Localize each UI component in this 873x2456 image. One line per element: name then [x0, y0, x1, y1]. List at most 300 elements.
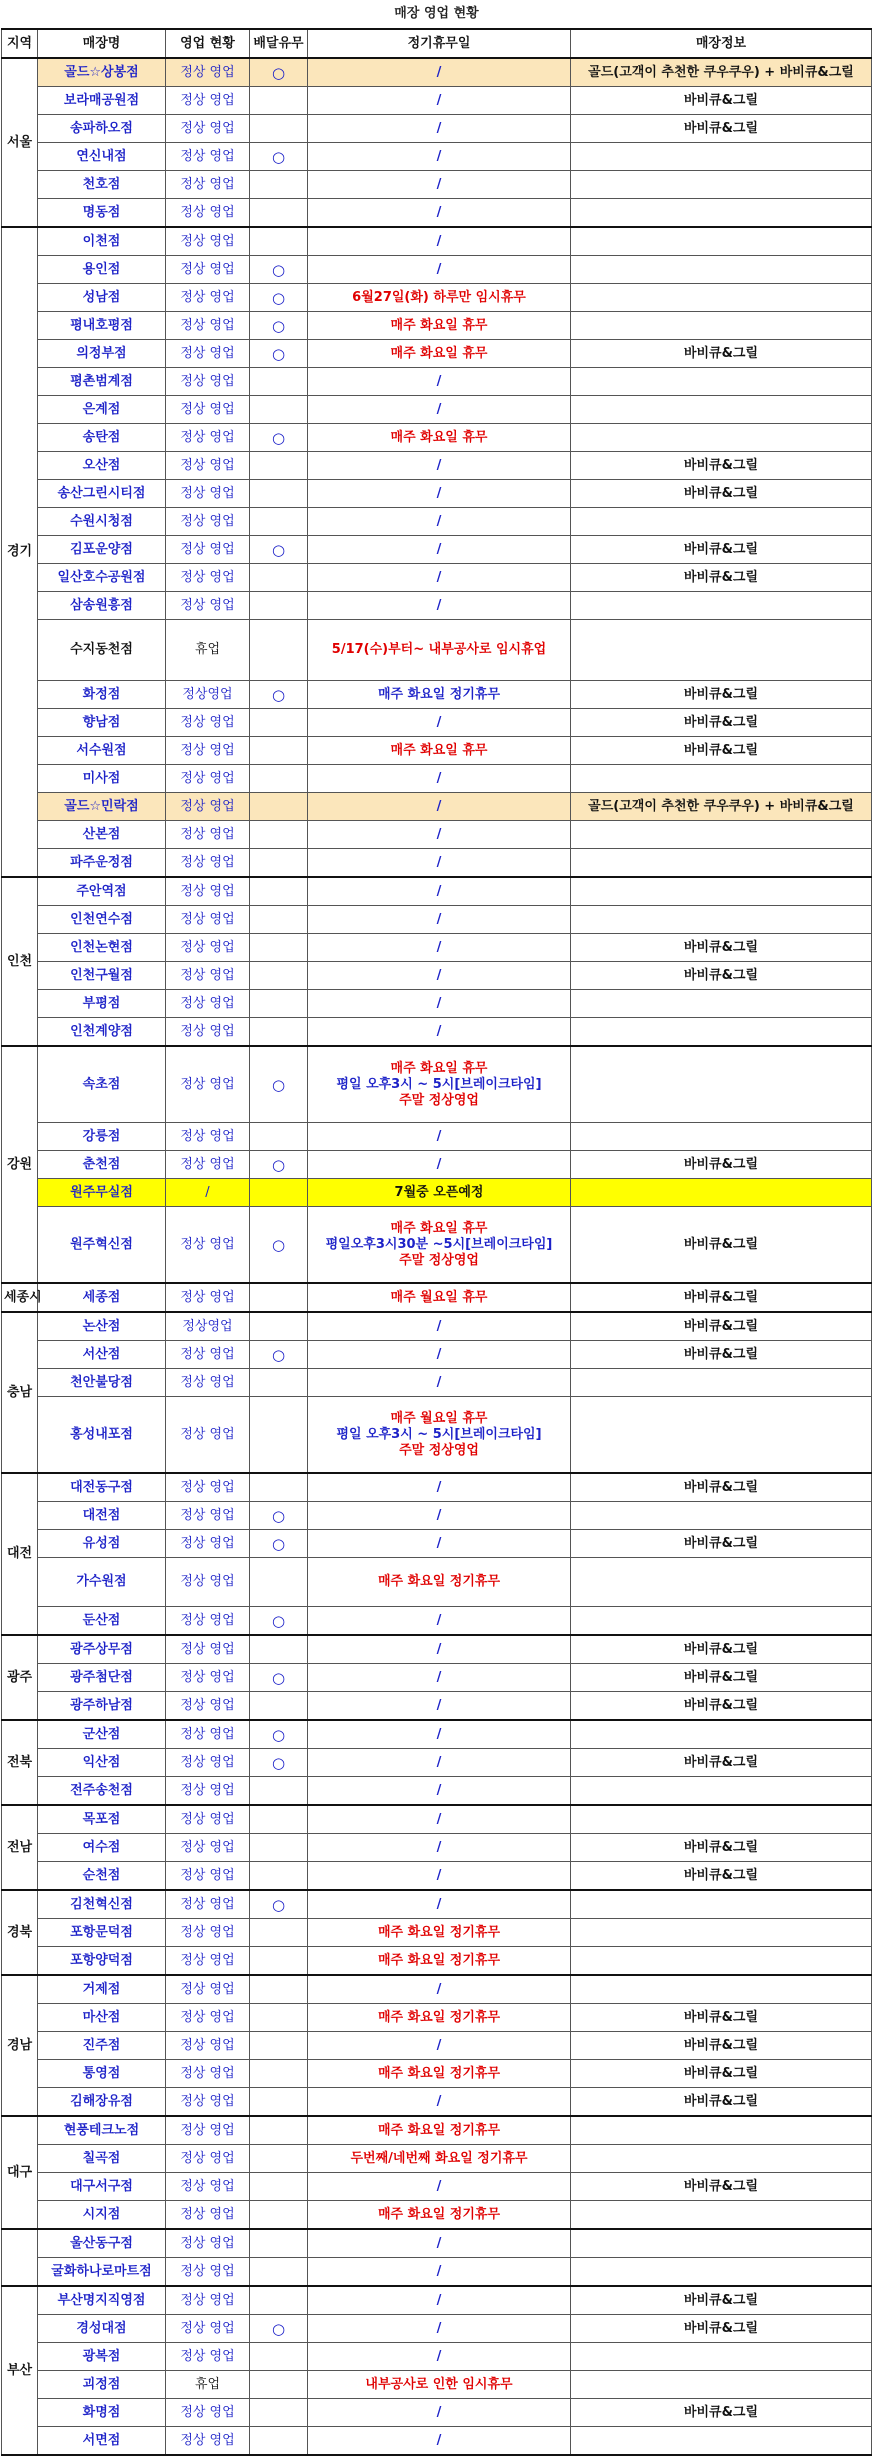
store-info-cell: 바비큐&그릴	[571, 709, 872, 737]
holiday-cell: /	[308, 1890, 571, 1919]
store-name-cell: 주안역점	[38, 877, 166, 906]
table-row	[2, 2116, 872, 2145]
status-cell: 정상 영업	[166, 2060, 250, 2088]
header-store: 매장명	[38, 29, 166, 58]
delivery-cell	[250, 1283, 308, 1312]
store-name-cell: 칠곡점	[38, 2145, 166, 2173]
delivery-cell: ○	[250, 1664, 308, 1692]
store-info-cell: 바비큐&그릴	[571, 2315, 872, 2343]
store-name-cell: 인천연수점	[38, 906, 166, 934]
delivery-cell	[250, 709, 308, 737]
store-info-cell: 바비큐&그릴	[571, 1207, 872, 1284]
delivery-cell	[250, 564, 308, 592]
status-cell: 정상 영업	[166, 424, 250, 452]
status-cell: 정상영업	[166, 681, 250, 709]
holiday-cell: 매주 화요일 휴무	[308, 312, 571, 340]
store-info-cell: 바비큐&그릴	[571, 115, 872, 143]
store-name-cell: 연신내점	[38, 143, 166, 171]
status-cell: 정상 영업	[166, 1664, 250, 1692]
region-cell: 경북	[2, 1890, 38, 1975]
holiday-cell: /	[308, 1664, 571, 1692]
holiday-cell: /	[308, 452, 571, 480]
delivery-cell	[250, 2032, 308, 2060]
store-name-cell: 포항양덕점	[38, 1947, 166, 1976]
delivery-cell	[250, 115, 308, 143]
store-name-cell: 속초점	[38, 1046, 166, 1123]
table-row	[2, 1179, 872, 1207]
store-name-cell: 원주혁신점	[38, 1207, 166, 1284]
delivery-cell	[250, 1692, 308, 1721]
status-cell: 정상 영업	[166, 87, 250, 115]
store-info-cell	[571, 1123, 872, 1151]
store-info-cell	[571, 2427, 872, 2456]
store-info-cell	[571, 1777, 872, 1806]
delivery-cell	[250, 1635, 308, 1664]
table-row	[2, 564, 872, 592]
store-name-cell: 부평점	[38, 990, 166, 1018]
store-info-cell	[571, 143, 872, 171]
status-cell: 정상 영업	[166, 1777, 250, 1806]
region-cell: 서울	[2, 58, 38, 227]
holiday-cell: /	[308, 87, 571, 115]
store-name-cell: 굴화하나로마트점	[38, 2258, 166, 2287]
holiday-line: 매주 화요일 휴무	[390, 1220, 488, 1236]
delivery-cell	[250, 1397, 308, 1474]
store-name-cell: 여수점	[38, 1834, 166, 1862]
delivery-cell: ○	[250, 256, 308, 284]
table-row	[2, 1312, 872, 1341]
store-info-cell: 바비큐&그릴	[571, 2060, 872, 2088]
store-name-cell: 파주운정점	[38, 849, 166, 878]
table-row	[2, 58, 872, 87]
holiday-cell: /	[308, 2173, 571, 2201]
delivery-cell: ○	[250, 1502, 308, 1530]
status-cell: 정상 영업	[166, 1607, 250, 1636]
store-name-cell: 송파하오점	[38, 115, 166, 143]
store-info-cell	[571, 1558, 872, 1607]
status-cell: 정상 영업	[166, 199, 250, 228]
store-name-cell: 이천점	[38, 227, 166, 256]
holiday-cell: /	[308, 2229, 571, 2258]
holiday-cell: 7월중 오픈예정	[308, 1179, 571, 1207]
holiday-cell: /	[308, 1123, 571, 1151]
status-cell: 정상 영업	[166, 227, 250, 256]
table-row	[2, 1635, 872, 1664]
delivery-cell	[250, 793, 308, 821]
store-info-cell: 바비큐&그릴	[571, 2173, 872, 2201]
status-cell: 정상 영업	[166, 2343, 250, 2371]
holiday-cell: /	[308, 2258, 571, 2287]
store-info-cell	[571, 2371, 872, 2399]
delivery-cell	[250, 620, 308, 681]
store-info-cell	[571, 2258, 872, 2287]
store-name-cell: 일산호수공원점	[38, 564, 166, 592]
table-row	[2, 2399, 872, 2427]
table-row	[2, 508, 872, 536]
store-info-cell	[571, 765, 872, 793]
store-name-cell: 광주상무점	[38, 1635, 166, 1664]
delivery-cell	[250, 480, 308, 508]
table-row	[2, 480, 872, 508]
holiday-cell: /	[308, 480, 571, 508]
store-name-cell: 부산명지직영점	[38, 2286, 166, 2315]
status-cell: /	[166, 1179, 250, 1207]
store-info-cell: 골드(고객이 추천한 쿠우쿠우) + 바비큐&그릴	[571, 58, 872, 87]
status-cell: 정상 영업	[166, 2088, 250, 2117]
delivery-cell	[250, 990, 308, 1018]
store-name-cell: 김포운양점	[38, 536, 166, 564]
store-info-cell	[571, 1397, 872, 1474]
store-name-cell: 춘천점	[38, 1151, 166, 1179]
store-name-cell: 원주무실점	[38, 1179, 166, 1207]
holiday-cell: /	[308, 1805, 571, 1834]
holiday-cell: /	[308, 2286, 571, 2315]
status-cell: 정상 영업	[166, 1397, 250, 1474]
delivery-cell: ○	[250, 424, 308, 452]
status-cell: 정상 영업	[166, 1283, 250, 1312]
header-delivery: 배달유무	[250, 29, 308, 58]
status-cell: 정상 영업	[166, 2315, 250, 2343]
delivery-cell: ○	[250, 681, 308, 709]
store-info-cell	[571, 2116, 872, 2145]
status-cell: 정상 영업	[166, 709, 250, 737]
status-cell: 정상 영업	[166, 256, 250, 284]
table-row	[2, 620, 872, 681]
table-row	[2, 1834, 872, 1862]
delivery-cell	[250, 1123, 308, 1151]
store-info-cell: 바비큐&그릴	[571, 934, 872, 962]
delivery-cell: ○	[250, 1890, 308, 1919]
store-info-cell: 바비큐&그릴	[571, 340, 872, 368]
holiday-cell: /	[308, 877, 571, 906]
store-name-cell: 광주첨단점	[38, 1664, 166, 1692]
store-info-cell	[571, 312, 872, 340]
table-row	[2, 284, 872, 312]
store-name-cell: 현풍테크노점	[38, 2116, 166, 2145]
delivery-cell: ○	[250, 1720, 308, 1749]
store-name-cell: 울산동구점	[38, 2229, 166, 2258]
table-row	[2, 2032, 872, 2060]
table-row	[2, 2371, 872, 2399]
delivery-cell: ○	[250, 1607, 308, 1636]
holiday-cell: /	[308, 962, 571, 990]
region-cell: 광주	[2, 1635, 38, 1720]
store-info-cell	[571, 256, 872, 284]
status-cell: 정상 영업	[166, 171, 250, 199]
store-name-cell: 대전동구점	[38, 1473, 166, 1502]
store-name-cell: 진주점	[38, 2032, 166, 2060]
status-cell: 정상 영업	[166, 2258, 250, 2287]
holiday-cell: 매주 화요일 정기휴무	[308, 1947, 571, 1976]
store-name-cell: 평내호평점	[38, 312, 166, 340]
store-name-cell: 가수원점	[38, 1558, 166, 1607]
delivery-cell	[250, 2060, 308, 2088]
table-row	[2, 536, 872, 564]
store-name-cell: 대구서구점	[38, 2173, 166, 2201]
table-row	[2, 2286, 872, 2315]
table-row	[2, 2427, 872, 2456]
store-info-cell	[571, 1947, 872, 1976]
table-row	[2, 1749, 872, 1777]
status-cell: 정상 영업	[166, 1975, 250, 2004]
status-cell: 정상 영업	[166, 1207, 250, 1284]
holiday-cell: /	[308, 1607, 571, 1636]
status-cell: 정상 영업	[166, 2427, 250, 2456]
table-row	[2, 1558, 872, 1607]
store-info-cell	[571, 1919, 872, 1947]
table-row	[2, 115, 872, 143]
status-cell: 정상 영업	[166, 592, 250, 620]
holiday-cell: /	[308, 1692, 571, 1721]
store-info-cell: 바비큐&그릴	[571, 2286, 872, 2315]
table-row	[2, 199, 872, 228]
delivery-cell	[250, 2173, 308, 2201]
holiday-cell: /	[308, 849, 571, 878]
region-cell: 인천	[2, 877, 38, 1046]
store-name-cell: 익산점	[38, 1749, 166, 1777]
status-cell: 정상 영업	[166, 2399, 250, 2427]
store-name-cell: 화명점	[38, 2399, 166, 2427]
holiday-cell: /	[308, 256, 571, 284]
store-name-cell: 거제점	[38, 1975, 166, 2004]
table-row	[2, 2229, 872, 2258]
delivery-cell: ○	[250, 2315, 308, 2343]
store-name-cell: 세종점	[38, 1283, 166, 1312]
store-info-cell	[571, 396, 872, 424]
store-name-cell: 골드☆상봉점	[38, 58, 166, 87]
header-info: 매장정보	[571, 29, 872, 58]
delivery-cell	[250, 2145, 308, 2173]
status-cell: 정상 영업	[166, 1502, 250, 1530]
delivery-cell: ○	[250, 536, 308, 564]
delivery-cell: ○	[250, 284, 308, 312]
status-cell: 정상 영업	[166, 2201, 250, 2230]
table-row	[2, 2201, 872, 2230]
region-cell: 부산	[2, 2286, 38, 2455]
holiday-cell: /	[308, 1749, 571, 1777]
region-cell: 세종시	[2, 1283, 38, 1312]
store-name-cell: 포항문덕점	[38, 1919, 166, 1947]
holiday-line: 평일 오후3시 ~ 5시[브레이크타임]	[336, 1426, 542, 1442]
region-cell: 충남	[2, 1312, 38, 1473]
store-info-cell	[571, 2229, 872, 2258]
table-row	[2, 849, 872, 878]
status-cell: 정상 영업	[166, 1046, 250, 1123]
delivery-cell	[250, 2258, 308, 2287]
region-cell: 경기	[2, 227, 38, 877]
status-cell: 정상 영업	[166, 1635, 250, 1664]
holiday-cell: /	[308, 2088, 571, 2117]
region-cell	[2, 2229, 38, 2286]
table-row	[2, 1975, 872, 2004]
store-name-cell: 성남점	[38, 284, 166, 312]
store-info-cell: 바비큐&그릴	[571, 2088, 872, 2117]
delivery-cell	[250, 1805, 308, 1834]
holiday-cell: /	[308, 2399, 571, 2427]
store-info-cell	[571, 2201, 872, 2230]
store-info-cell: 바비큐&그릴	[571, 480, 872, 508]
status-cell: 정상 영업	[166, 1558, 250, 1607]
table-row	[2, 793, 872, 821]
holiday-line: 평일오후3시30분 ~5시[브레이크타임]	[325, 1236, 553, 1252]
store-info-cell: 골드(고객이 추천한 쿠우쿠우) + 바비큐&그릴	[571, 793, 872, 821]
holiday-cell	[308, 1207, 571, 1284]
status-cell: 정상 영업	[166, 1805, 250, 1834]
store-info-cell	[571, 620, 872, 681]
status-cell: 정상 영업	[166, 1947, 250, 1976]
store-name-cell: 천안불당점	[38, 1369, 166, 1397]
store-name-cell: 수원시청점	[38, 508, 166, 536]
status-cell: 정상 영업	[166, 1151, 250, 1179]
store-name-cell: 인천구월점	[38, 962, 166, 990]
holiday-cell: /	[308, 1341, 571, 1369]
holiday-cell: /	[308, 1018, 571, 1047]
status-cell: 정상 영업	[166, 906, 250, 934]
status-cell: 정상 영업	[166, 1919, 250, 1947]
status-cell: 정상 영업	[166, 340, 250, 368]
holiday-line: 주말 정상영업	[399, 1092, 479, 1108]
delivery-cell	[250, 821, 308, 849]
holiday-cell: /	[308, 1635, 571, 1664]
holiday-cell	[308, 1046, 571, 1123]
table-row	[2, 1664, 872, 1692]
delivery-cell	[250, 2427, 308, 2456]
store-info-cell	[571, 2343, 872, 2371]
store-info-cell	[571, 227, 872, 256]
store-name-cell: 송산그린시티점	[38, 480, 166, 508]
delivery-cell	[250, 1558, 308, 1607]
status-cell: 정상 영업	[166, 368, 250, 396]
store-info-cell: 바비큐&그릴	[571, 1834, 872, 1862]
store-info-cell	[571, 1975, 872, 2004]
delivery-cell	[250, 1834, 308, 1862]
status-cell: 정상 영업	[166, 58, 250, 87]
delivery-cell	[250, 934, 308, 962]
holiday-cell: 매주 화요일 정기휴무	[308, 2004, 571, 2032]
status-cell: 정상 영업	[166, 765, 250, 793]
delivery-cell: ○	[250, 312, 308, 340]
store-info-cell: 바비큐&그릴	[571, 1283, 872, 1312]
delivery-cell	[250, 906, 308, 934]
store-info-cell: 바비큐&그릴	[571, 1473, 872, 1502]
status-cell: 정상 영업	[166, 1018, 250, 1047]
delivery-cell: ○	[250, 1749, 308, 1777]
store-name-cell: 인천논현점	[38, 934, 166, 962]
holiday-cell: /	[308, 592, 571, 620]
table-row	[2, 2343, 872, 2371]
status-cell: 정상 영업	[166, 877, 250, 906]
table-row	[2, 396, 872, 424]
store-name-cell: 시지점	[38, 2201, 166, 2230]
holiday-cell: /	[308, 199, 571, 228]
store-name-cell: 평촌범계점	[38, 368, 166, 396]
status-cell: 정상 영업	[166, 564, 250, 592]
store-name-cell: 강릉점	[38, 1123, 166, 1151]
table-row	[2, 1123, 872, 1151]
delivery-cell	[250, 2399, 308, 2427]
holiday-cell: /	[308, 58, 571, 87]
holiday-cell: 매주 화요일 정기휴무	[308, 2201, 571, 2230]
status-cell: 정상 영업	[166, 2004, 250, 2032]
table-row	[2, 340, 872, 368]
header-region: 지역	[2, 29, 38, 58]
holiday-cell: 매주 화요일 정기휴무	[308, 2060, 571, 2088]
delivery-cell	[250, 592, 308, 620]
table-row	[2, 1777, 872, 1806]
delivery-cell	[250, 1018, 308, 1047]
store-name-cell: 송탄점	[38, 424, 166, 452]
table-row	[2, 1890, 872, 1919]
delivery-cell	[250, 1473, 308, 1502]
status-cell: 정상 영업	[166, 2116, 250, 2145]
holiday-cell: /	[308, 227, 571, 256]
store-name-cell: 광복점	[38, 2343, 166, 2371]
store-name-cell: 화정점	[38, 681, 166, 709]
holiday-cell: /	[308, 990, 571, 1018]
delivery-cell	[250, 1777, 308, 1806]
store-info-cell	[571, 906, 872, 934]
status-cell: 정상 영업	[166, 452, 250, 480]
holiday-cell: /	[308, 765, 571, 793]
delivery-cell	[250, 2004, 308, 2032]
store-name-cell: 논산점	[38, 1312, 166, 1341]
table-row	[2, 592, 872, 620]
delivery-cell	[250, 1179, 308, 1207]
holiday-cell	[308, 1397, 571, 1474]
store-name-cell: 순천점	[38, 1862, 166, 1891]
holiday-cell: /	[308, 2315, 571, 2343]
holiday-cell: /	[308, 1834, 571, 1862]
table-row	[2, 2258, 872, 2287]
table-row	[2, 452, 872, 480]
delivery-cell	[250, 87, 308, 115]
store-name-cell: 서수원점	[38, 737, 166, 765]
store-info-cell: 바비큐&그릴	[571, 1530, 872, 1558]
status-cell: 정상 영업	[166, 962, 250, 990]
holiday-line: 주말 정상영업	[399, 1442, 479, 1458]
table-row	[2, 1607, 872, 1636]
store-info-cell: 바비큐&그릴	[571, 2004, 872, 2032]
table-row	[2, 990, 872, 1018]
status-cell: 정상 영업	[166, 1473, 250, 1502]
store-name-cell: 괴정점	[38, 2371, 166, 2399]
store-name-cell: 홍성내포점	[38, 1397, 166, 1474]
store-info-cell	[571, 877, 872, 906]
delivery-cell	[250, 227, 308, 256]
store-name-cell: 명동점	[38, 199, 166, 228]
region-cell: 대전	[2, 1473, 38, 1635]
table-body	[2, 58, 872, 2455]
table-row	[2, 1018, 872, 1047]
delivery-cell	[250, 1975, 308, 2004]
status-cell: 정상 영업	[166, 849, 250, 878]
status-cell: 정상 영업	[166, 1890, 250, 1919]
delivery-cell	[250, 396, 308, 424]
table-row	[2, 1805, 872, 1834]
table-row	[2, 737, 872, 765]
status-cell: 정상 영업	[166, 793, 250, 821]
delivery-cell	[250, 2088, 308, 2117]
status-cell: 정상 영업	[166, 1834, 250, 1862]
table-row	[2, 1692, 872, 1721]
page-title: 매장 영업 현황	[394, 6, 479, 21]
delivery-cell	[250, 508, 308, 536]
header-holiday: 정기휴무일	[308, 29, 571, 58]
status-cell: 정상 영업	[166, 737, 250, 765]
store-name-cell: 서산점	[38, 1341, 166, 1369]
status-cell: 정상 영업	[166, 1720, 250, 1749]
holiday-cell: /	[308, 821, 571, 849]
